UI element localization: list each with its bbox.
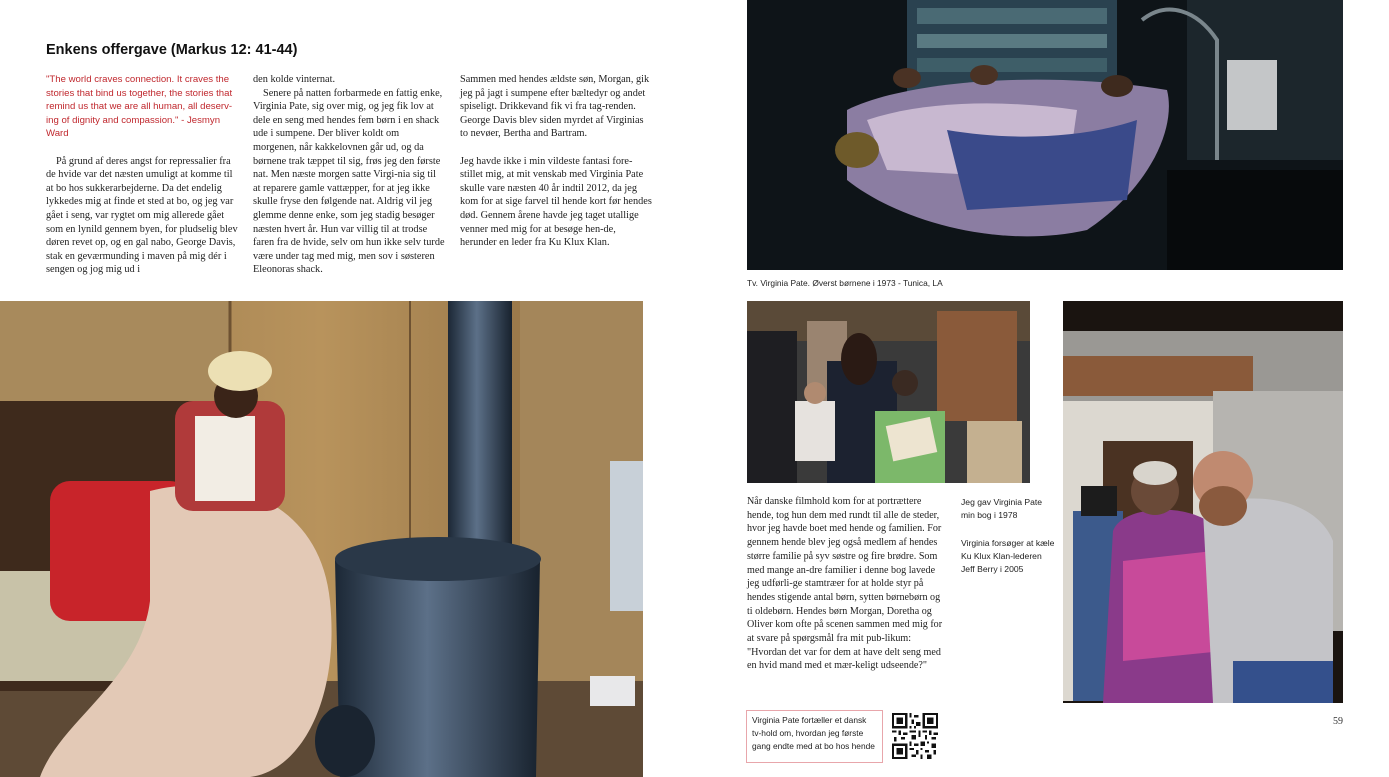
qr-video-callout — [746, 710, 883, 763]
qr-callout-text: Virginia Pate fortæller et dansk tv-hold om, hvordan jeg første gang endte med at bo hos hende — [752, 715, 875, 751]
caption-klan-leader: Virginia forsøger at kæle Ku Klux Klan-lederen Jeff Berry i 2005 — [961, 538, 1055, 575]
photo-virginia-quilt-stove — [0, 301, 643, 777]
column-3-paragraph-2: Jeg havde ikke i min vildeste fantasi fore-stillet mig, at mit venskab med Virginia Pate skulle vare næsten 40 år indtil 2012, da jeg kom for at sige farvel til hende kort før hendes død. Gennem årene havde jeg taget utallige venner med mig for at besøge hen-de, herunder en leder fra Ku Klux Klan. — [460, 155, 652, 249]
photo-children-in-bed — [747, 0, 1343, 270]
page-number: 59 — [1333, 716, 1343, 727]
photo-virginia-reading-book — [747, 301, 1030, 483]
column-2-paragraph: Senere på natten forbarmede en fattig enke, Virginia Pate, sig over mig, og jeg fik lov at dele en seng med hendes fem børn i en shack ude i sumpene. Der bliver koldt om morgenen, når kakkelovnen går ud, og da børnene trak tæppet til sig, frøs jeg den første nat. Men næste morgen satte Virgi-nia sig til at reparere gamle vattæpper, for at jeg ikke skulle fryse den følgende nat. Aldrig vil jeg glemme denne enke, som jeg stadig besøger næsten hvert år. Hun var villig til at trodse faren fra de hvide, selv om hun ikke selv turde være under tag med mig, men sov i søsteren Eleonoras shack. — [253, 87, 445, 276]
text-column-2 — [253, 73, 445, 277]
photo-virginia-with-klan-leader — [1063, 301, 1343, 703]
text-column-1 — [46, 73, 238, 277]
caption-book-gift: Jeg gav Virginia Pate min bog i 1978 — [961, 497, 1043, 521]
column-2-continuation: den kolde vinternat. — [253, 74, 336, 85]
qr-code-icon[interactable] — [892, 713, 938, 759]
right-body-text: Når danske filmhold kom for at portrættere hende, tog hun dem med rundt til alle de steder, hvor jeg havde boet med hende og familien. For gennem hende blev jeg også medlem af hendes større familie på syv søstre og fire brødre. Som med mange an-dre familier i denne bog lavede jeg udførli-ge stamtræer for at holde styr på hendes stigende antal børn, sytten børnebørn og ti oldebørn. Hendes børn Morgan, Doretha og Oliver kom ofte på scenen sammen med mig for at svare på spørgsmål fra mit pub-likum: "Hvordan det var for dem at have delt seng med en hvid mand med et mær-keligt udseende?" — [747, 496, 943, 672]
text-column-3 — [460, 73, 652, 250]
article-heading: Enkens offergave (Markus 12: 41-44) — [46, 42, 298, 58]
column-3-paragraph-1: Sammen med hendes ældste søn, Morgan, gik jeg på jagt i sumpene efter bæltedyr og andet spiseligt. Drikkevand fik vi fra tag-renden. George Davis blev siden myrdet af Virginias to nevøer, Bertha and Bartram. — [460, 74, 650, 140]
caption-top-photos: Tv. Virginia Pate. Øverst børnene i 1973 - Tunica, LA — [747, 278, 943, 288]
pull-quote: "The world craves connection. It craves the stories that bind us together, the stories that remind us that we are all human, all deserv-ing of dignity and compassion." - Jesmyn Ward — [46, 74, 233, 140]
column-1-paragraph: På grund af deres angst for repressalier fra de hvide var det næsten umuligt at komme til at bo hos sukkerarbejderne. Da det endelig lykkedes mig at finde et sted at bo, og jeg var gået i seng, var rygtet om mig allerede gået som en lynild gennem byen, for pludselig blev døren revet op, og en gal nabo, George Davis, stak en geværmunding i maven på mig dér i sengen og jog mig ud i — [46, 155, 238, 276]
